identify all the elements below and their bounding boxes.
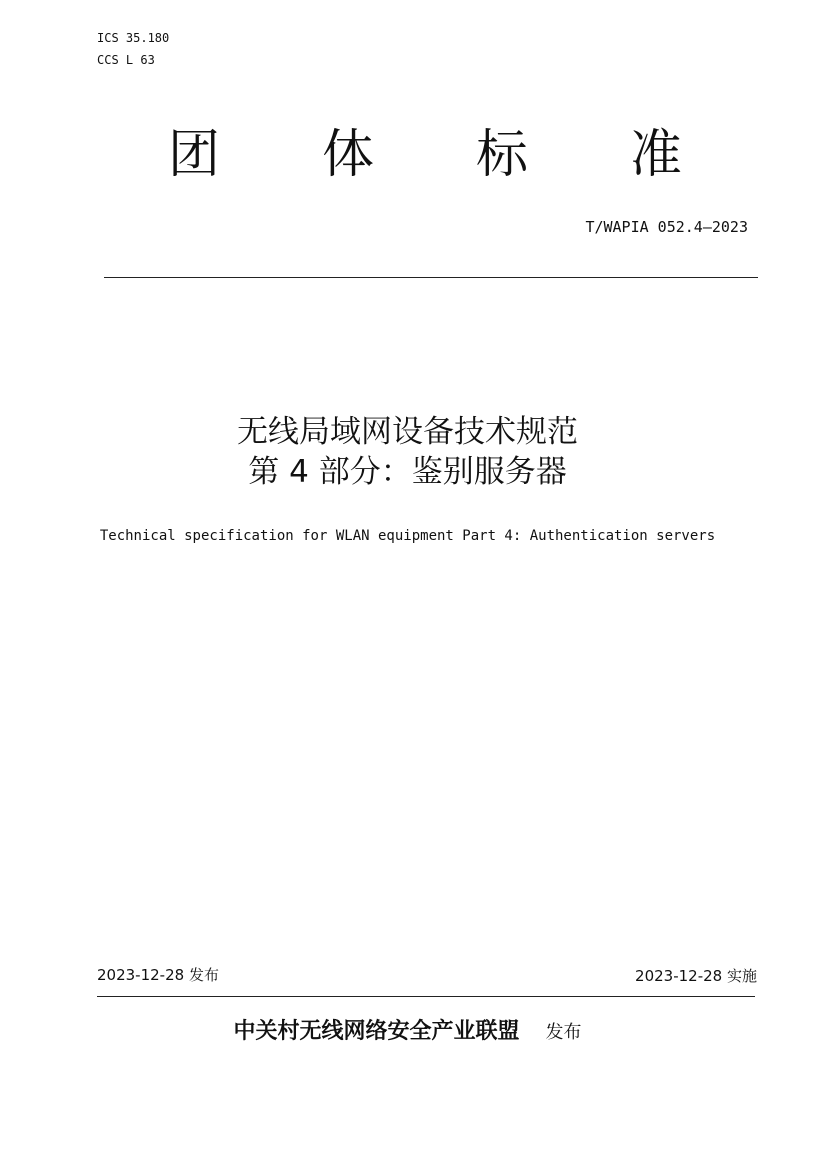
footer-divider [97,996,755,997]
document-type-char: 团 [168,125,221,185]
title-chinese-line1: 无线局域网设备技术规范 [237,414,578,450]
ccs-code: CCS L 63 [97,53,155,67]
document-type-char: 标 [476,125,529,185]
publisher-organization: 中关村无线网络安全产业联盟 [233,1018,520,1044]
document-type-heading [0,120,815,190]
title-chinese-line2: 第 4 部分：鉴别服务器 [248,454,567,490]
publish-date: 2023-12-28 发布 [97,966,219,984]
document-type-char: 准 [630,125,683,185]
title-english: Technical specification for WLAN equipment Part 4: Authentication servers [99,528,716,544]
publisher-action: 发布 [545,1022,582,1043]
ics-code: ICS 35.180 [97,31,170,45]
implementation-date: 2023-12-28 实施 [635,967,757,985]
publisher-line [0,1015,815,1049]
classification-codes [97,27,169,71]
header-divider [104,277,758,278]
document-type-char: 体 [322,125,375,185]
standard-number: T/WAPIA 052.4—2023 [585,218,748,236]
